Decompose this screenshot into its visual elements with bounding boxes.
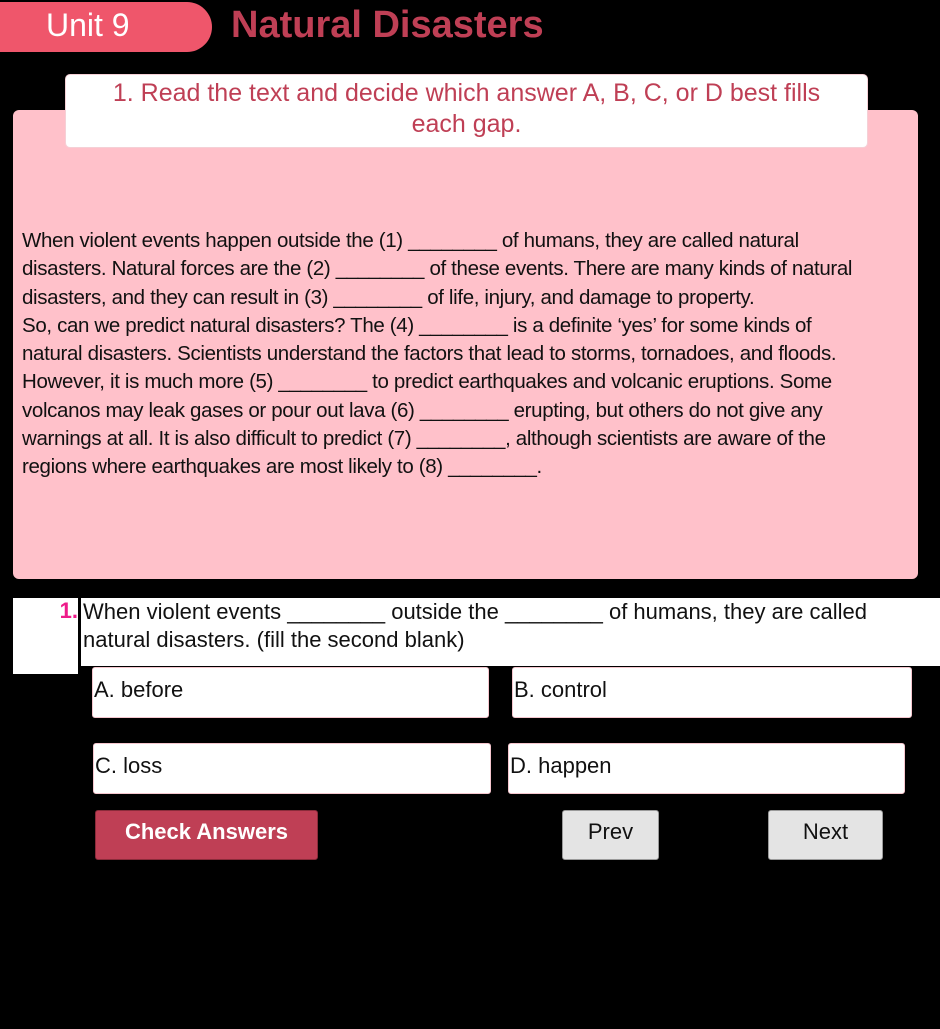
option-a-label: A. before <box>94 677 184 702</box>
passage-line: disasters. Natural forces are the (2) ________ of these events. There are many kinds of natural <box>22 257 853 281</box>
check-answers-button[interactable]: Check Answers <box>95 810 318 860</box>
passage-line: However, it is much more (5) ________ to predict earthquakes and volcanic eruptions. Some <box>22 370 832 394</box>
question-text: When violent events ________ outside the ________ of humans, they are called natural disasters. (fill the second blank) <box>81 598 940 666</box>
option-c-label: C. loss <box>95 753 163 778</box>
passage-line: regions where earthquakes are most likely to (8) ________. <box>22 455 542 479</box>
passage-line: volcanos may leak gases or pour out lava (6) ________ erupting, but others do not give any <box>22 398 823 422</box>
option-b[interactable] <box>512 667 912 718</box>
option-a[interactable] <box>92 667 489 718</box>
unit-label: Unit 9 <box>46 7 130 43</box>
instruction-box <box>65 74 868 148</box>
next-button[interactable]: Next <box>768 810 883 860</box>
passage-line: When violent events happen outside the (1) ________ of humans, they are called natural <box>22 229 799 252</box>
passage-line: warnings at all. It is also difficult to predict (7) ________, although scientists are aware of the <box>22 427 826 451</box>
option-d[interactable] <box>508 743 905 794</box>
instruction-text: 1. Read the text and decide which answer A, B, C, or D best fills each gap. <box>112 79 821 138</box>
passage-text <box>22 227 902 482</box>
passage-line: So, can we predict natural disasters? The (4) ________ is a definite ‘yes’ for some kinds of <box>22 313 812 337</box>
passage-line: disasters, and they can result in (3) ________ of life, injury, and damage to property. <box>22 285 755 309</box>
question-number-box <box>13 598 78 674</box>
page-title: Natural Disasters <box>231 4 544 46</box>
option-c[interactable] <box>93 743 491 794</box>
passage-line: natural disasters. Scientists understand the factors that lead to storms, tornadoes, and floods. <box>22 342 837 366</box>
prev-button[interactable]: Prev <box>562 810 659 860</box>
unit-badge <box>0 2 212 52</box>
question-number: 1. <box>59 598 78 623</box>
option-d-label: D. happen <box>510 753 612 778</box>
option-b-label: B. control <box>514 677 607 702</box>
